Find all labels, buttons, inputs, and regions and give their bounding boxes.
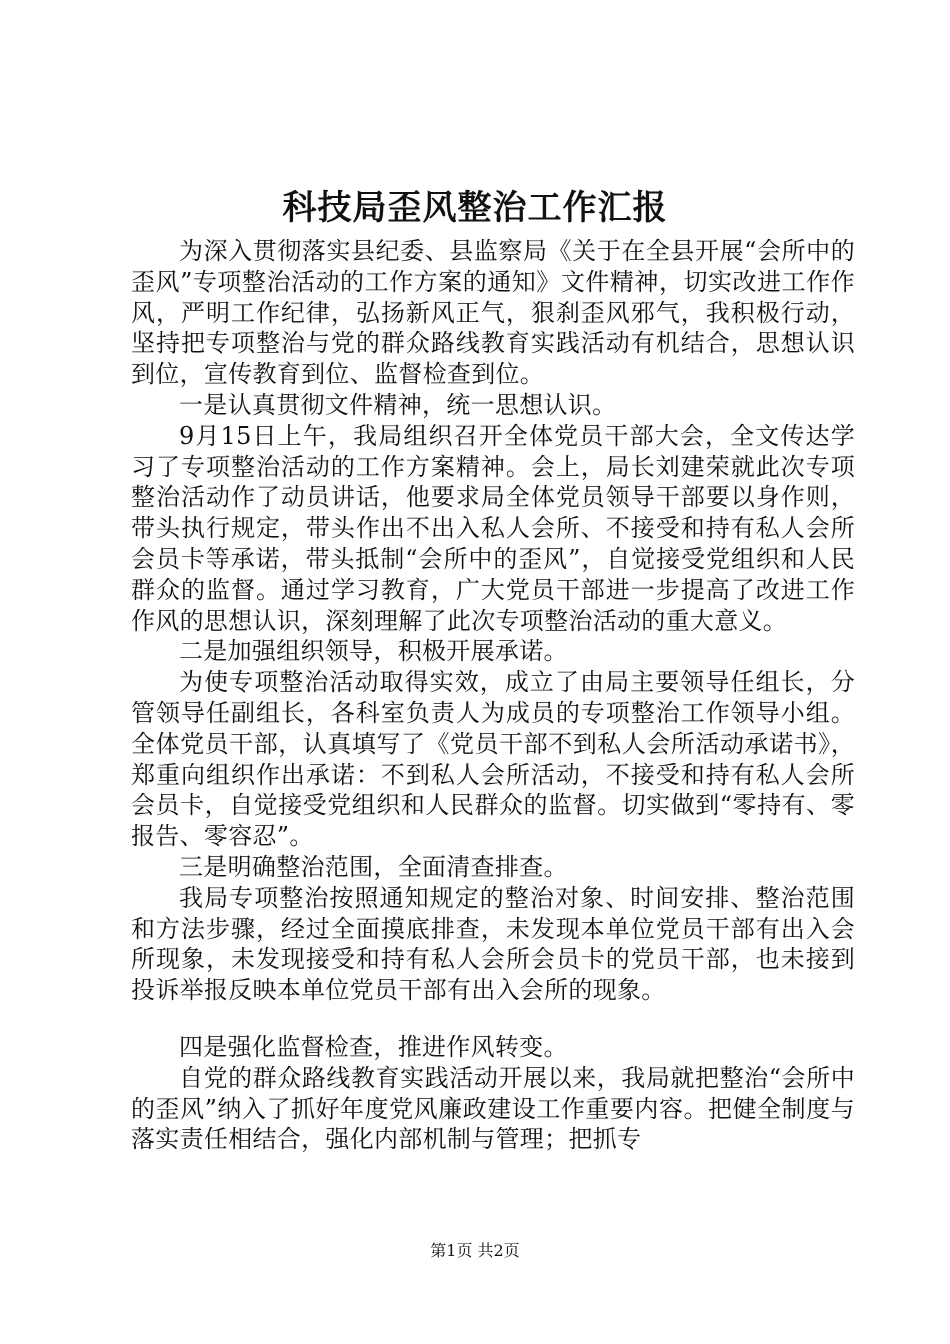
paragraph-section-2: 为使专项整治活动取得实效，成立了由局主要领导任组长，分管领导任副组长，各科室负责人为成员的专项整治工作领导小组。全体党员干部，认真填写了《党员干部不到私人会所活动承诺书》，郑重向组织作出承诺：不到私人会所活动，不接受和持有私人会所会员卡，自觉接受党组织和人民群众的监督。切实做到“零持有、零报告、零容忍”。 [131, 668, 855, 851]
section-heading-2: 二是加强组织领导，积极开展承诺。 [179, 637, 568, 666]
section-heading-1: 一是认真贯彻文件精神，统一思想认识。 [179, 390, 617, 419]
page-number-footer: 第1页 共2页 [430, 1241, 520, 1260]
section-heading-4: 四是强化监督检查，推进作风转变。 [179, 1032, 568, 1061]
section-heading-3: 三是明确整治范围，全面清查排查。 [179, 852, 568, 881]
document-title: 科技局歪风整治工作汇报 [282, 188, 668, 228]
paragraph-section-4: 自党的群众路线教育实践活动开展以来，我局就把整治“会所中的歪风”纳入了抓好年度党风廉政建设工作重要内容。把健全制度与落实责任相结合，强化内部机制与管理；把抓专 [131, 1063, 855, 1154]
document-body [131, 236, 855, 1155]
paragraph-section-1: 9月15日上午，我局组织召开全体党员干部大会，全文传达学习了专项整治活动的工作方案精神。会上，局长刘建荣就此次专项整治活动作了动员讲话，他要求局全体党员领导干部要以身作则，带头执行规定，带头作出不出入私人会所、不接受和持有私人会所会员卡等承诺，带头抵制“会所中的歪风”，自觉接受党组织和人民群众的监督。通过学习教育，广大党员干部进一步提高了改进工作作风的思想认识，深刻理解了此次专项整治活动的重大意义。 [131, 421, 855, 635]
paragraph-intro: 为深入贯彻落实县纪委、县监察局《关于在全县开展“会所中的歪风”专项整治活动的工作方案的通知》文件精神，切实改进工作作风，严明工作纪律，弘扬新风正气，狠刹歪风邪气，我积极行动，坚持把专项整治与党的群众路线教育实践活动有机结合，思想认识到位，宣传教育到位、监督检查到位。 [131, 237, 855, 389]
paragraph-section-3: 我局专项整治按照通知规定的整治对象、时间安排、整治范围和方法步骤，经过全面摸底排查，未发现本单位党员干部有出入会所现象，未发现接受和持有私人会所会员卡的党员干部，也未接到投诉举报反映本单位党员干部有出入会所的现象。 [131, 883, 855, 1005]
